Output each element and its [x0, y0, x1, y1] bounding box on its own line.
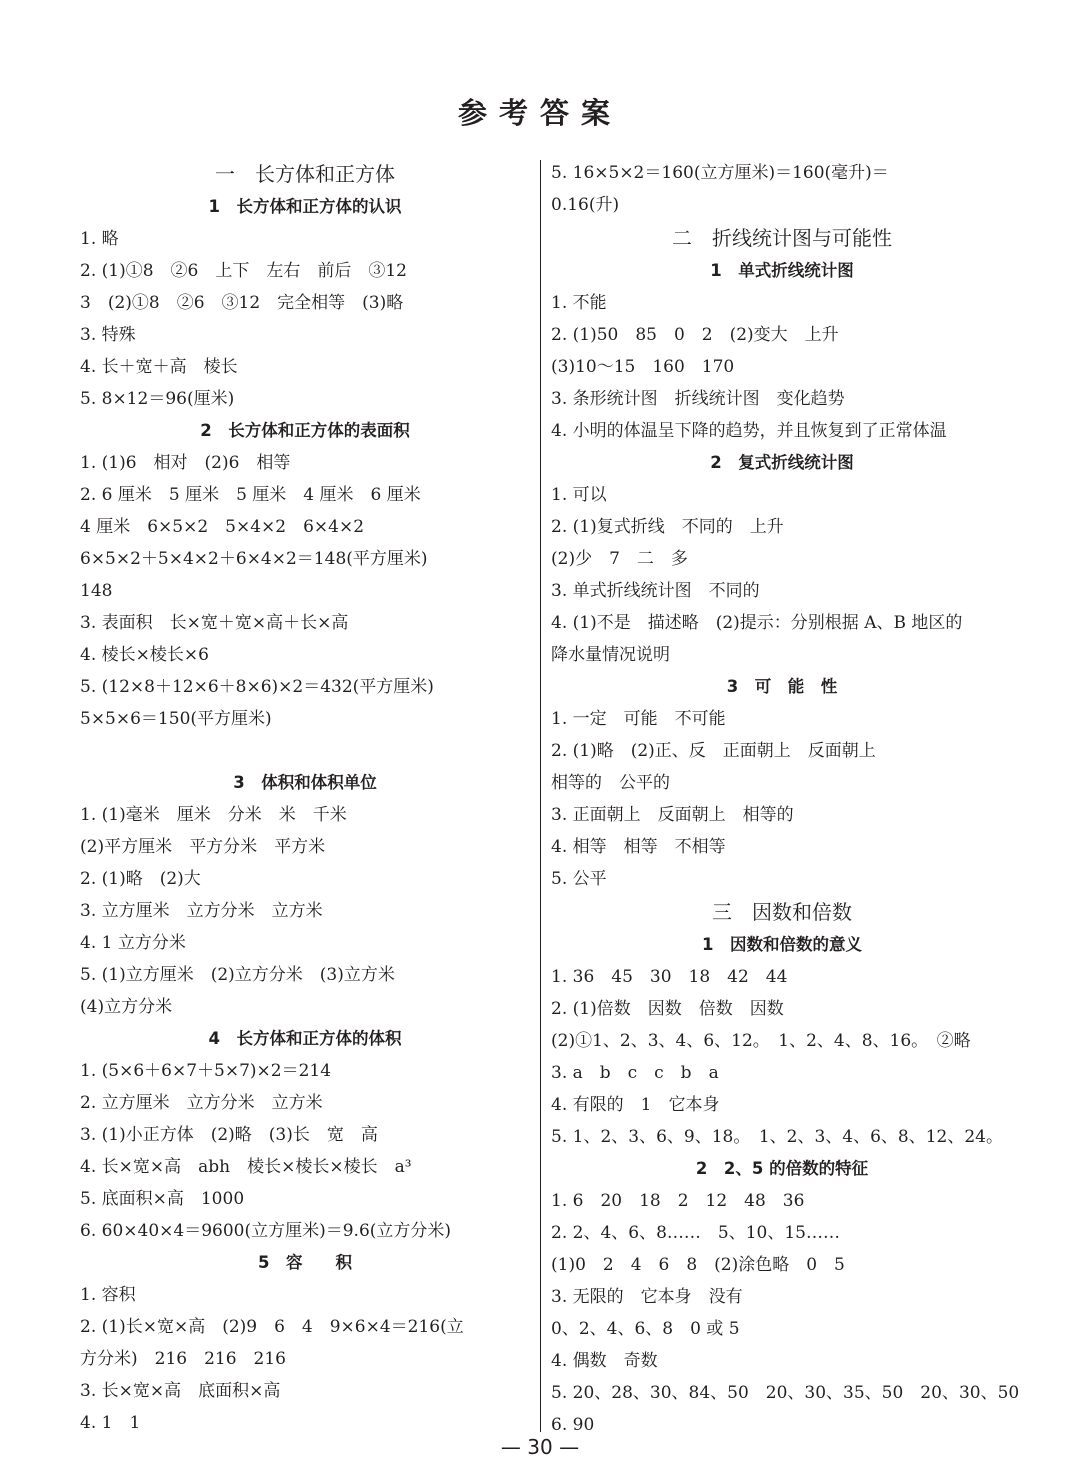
- page-number: — 30 —: [500, 1435, 580, 1459]
- answer-line: 3. 特殊: [80, 325, 136, 345]
- section-heading: 2 2、5 的倍数的特征: [695, 1159, 869, 1178]
- answer-line: 1. (1)6 相对 (2)6 相等: [80, 453, 291, 473]
- page-title: 参考答案: [457, 96, 622, 130]
- answer-line: 2. (1)①8 ②6 上下 左右 前后 ③12: [80, 261, 407, 281]
- answer-line: 2. 6 厘米 5 厘米 5 厘米 4 厘米 6 厘米: [80, 485, 421, 505]
- answer-line: 5. 公平: [551, 869, 607, 889]
- chapter-heading: 三 因数和倍数: [712, 900, 852, 924]
- answer-line: 3. 条形统计图 折线统计图 变化趋势: [551, 389, 845, 409]
- answer-line: 4. 有限的 1 它本身: [551, 1095, 720, 1115]
- answer-line: 4. 相等 相等 不相等: [551, 837, 726, 857]
- answer-line: 4. (1)不是 描述略 (2)提示：分别根据 A、B 地区的: [551, 613, 963, 633]
- answer-line: (2)少 7 二 多: [551, 549, 688, 569]
- answer-line: 5. (12×8＋12×6＋8×6)×2＝432(平方厘米): [80, 677, 434, 697]
- answer-line: 3. a b c c b a: [551, 1063, 719, 1083]
- answer-line: 5. 20、28、30、84、50 20、30、35、50 20、30、50: [551, 1383, 1020, 1403]
- answer-line: 4. 棱长×棱长×6: [80, 645, 209, 665]
- section-heading: 1 单式折线统计图: [710, 261, 854, 280]
- answer-line: 6. 90: [551, 1415, 595, 1435]
- answer-line: 1. 容积: [80, 1285, 136, 1305]
- section-heading: 1 长方体和正方体的认识: [208, 197, 402, 216]
- answer-line: 6. 60×40×4＝9600(立方厘米)＝9.6(立方分米): [80, 1221, 452, 1241]
- answer-line: 1. 6 20 18 2 12 48 36: [551, 1191, 805, 1211]
- answer-line: 2. (1)50 85 0 2 (2)变大 上升: [551, 325, 839, 345]
- answer-line: 相等的 公平的: [551, 773, 670, 793]
- answer-line: 1. (1)毫米 厘米 分米 米 千米: [80, 805, 347, 825]
- answer-line: 5. 1、2、3、6、9、18。 1、2、3、4、6、8、12、24。: [551, 1127, 1003, 1147]
- answer-line: 2. (1)长×宽×高 (2)9 6 4 9×6×4＝216(立: [80, 1317, 464, 1337]
- right-answer-column: [551, 157, 1020, 1441]
- answer-line: 4. 1 立方分米: [80, 933, 186, 953]
- answer-line: 1. (5×6＋6×7＋5×7)×2＝214: [80, 1061, 332, 1081]
- answer-line: 4. 1 1: [80, 1413, 141, 1433]
- section-heading: 2 长方体和正方体的表面积: [200, 421, 410, 440]
- answer-line: 方分米) 216 216 216: [80, 1349, 286, 1369]
- answer-line: 2. (1)复式折线 不同的 上升: [551, 517, 784, 537]
- answer-line: 5. 8×12＝96(厘米): [80, 389, 235, 409]
- answer-line: 4. 偶数 奇数: [551, 1351, 658, 1371]
- answer-line: 4. 长×宽×高 abh 棱长×棱长×棱长 a³: [80, 1157, 412, 1177]
- answer-line: (1)0 2 4 6 8 (2)涂色略 0 5: [551, 1255, 845, 1275]
- answer-line: 2. 立方厘米 立方分米 立方米: [80, 1093, 323, 1113]
- answer-line: 4. 长＋宽＋高 棱长: [80, 357, 238, 377]
- answer-line: 1. 不能: [551, 293, 607, 313]
- answer-line: 1. 可以: [551, 485, 607, 505]
- answer-line: 5×5×6＝150(平方厘米): [80, 709, 272, 729]
- answer-line: (4)立方分米: [80, 997, 173, 1017]
- answer-line: 3. 无限的 它本身 没有: [551, 1287, 743, 1307]
- answer-line: 3. 正面朝上 反面朝上 相等的: [551, 805, 794, 825]
- answer-line: 2. 2、4、6、8…… 5、10、15……: [551, 1223, 840, 1243]
- answer-line: 4 厘米 6×5×2 5×4×2 6×4×2: [80, 517, 365, 537]
- left-answer-column: [80, 157, 530, 1439]
- answer-line: 3 (2)①8 ②6 ③12 完全相等 (3)略: [80, 293, 404, 313]
- answer-line: 2. (1)略 (2)正、反 正面朝上 反面朝上: [551, 741, 876, 761]
- answer-line: 3. 长×宽×高 底面积×高: [80, 1381, 281, 1401]
- answer-line: 2. (1)倍数 因数 倍数 因数: [551, 999, 784, 1019]
- answer-line: 6×5×2＋5×4×2＋6×4×2＝148(平方厘米): [80, 549, 428, 569]
- chapter-heading: 二 折线统计图与可能性: [672, 226, 892, 250]
- section-heading: 1 因数和倍数的意义: [702, 935, 862, 954]
- answer-line: 3. 立方厘米 立方分米 立方米: [80, 901, 323, 921]
- answer-line: 0、2、4、6、8 0 或 5: [551, 1319, 740, 1339]
- answer-line: 5. 16×5×2＝160(立方厘米)＝160(毫升)＝: [551, 163, 889, 183]
- answer-line: 1. 略: [80, 229, 119, 249]
- answer-line: 5. 底面积×高 1000: [80, 1189, 245, 1209]
- answer-line: (2)①1、2、3、4、6、12。 1、2、4、8、16。 ②略: [551, 1031, 971, 1051]
- chapter-heading: 一 长方体和正方体: [215, 162, 395, 186]
- answer-line: 3. 表面积 长×宽＋宽×高＋长×高: [80, 613, 349, 633]
- answer-line: 1. 一定 可能 不可能: [551, 709, 726, 729]
- answer-line: 5. (1)立方厘米 (2)立方分米 (3)立方米: [80, 965, 395, 985]
- section-heading: 3 可 能 性: [726, 677, 838, 696]
- answer-line: (3)10～15 160 170: [551, 357, 735, 377]
- answer-line: 1. 36 45 30 18 42 44: [551, 967, 788, 987]
- section-heading: 3 体积和体积单位: [233, 773, 377, 792]
- answer-line: 3. 单式折线统计图 不同的: [551, 581, 760, 601]
- answer-line: 降水量情况说明: [551, 645, 670, 665]
- spacer: [80, 735, 530, 767]
- answer-line: (2)平方厘米 平方分米 平方米: [80, 837, 326, 857]
- section-heading: 2 复式折线统计图: [710, 453, 854, 472]
- answer-line: 0.16(升): [551, 195, 620, 215]
- column-divider: [540, 160, 541, 1432]
- answer-line: 4. 小明的体温呈下降的趋势，并且恢复到了正常体温: [551, 421, 947, 441]
- answer-line: 148: [80, 581, 113, 601]
- section-heading: 5 容 积: [258, 1253, 352, 1272]
- answer-line: 2. (1)略 (2)大: [80, 869, 201, 889]
- answer-line: 3. (1)小正方体 (2)略 (3)长 宽 高: [80, 1125, 378, 1145]
- section-heading: 4 长方体和正方体的体积: [208, 1029, 402, 1048]
